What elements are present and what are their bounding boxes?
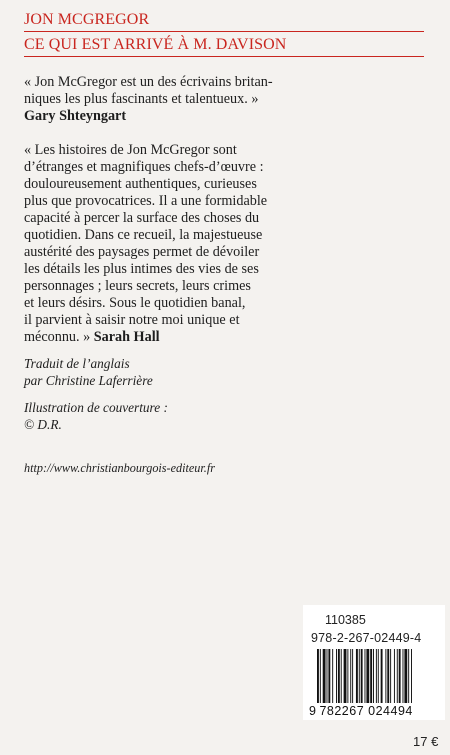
translation-credit — [24, 355, 153, 389]
author-name: JON MCGREGOR — [24, 10, 424, 32]
translation-line-1: Traduit de l’anglais — [24, 356, 130, 371]
quote-2-line-9: personnages ; leurs secrets, leurs crimes — [24, 278, 251, 294]
barcode-digits-group-1: 782267 — [319, 704, 365, 718]
quote-2-line-1: « Les histoires de Jon McGregor sont — [24, 142, 237, 158]
blurb — [24, 74, 404, 346]
quote-2-line-4: plus que provocatrices. Il a une formidable — [24, 193, 268, 209]
barcode-block — [303, 605, 445, 720]
quote-2-line-10: et leurs désirs. Sous le quotidien banal, — [24, 295, 246, 311]
internal-code: 110385 — [325, 613, 366, 627]
quote-1-line-2: niques les plus fascinants et talentueux. » — [24, 91, 259, 107]
quote-2-line-8: les détails les plus intimes des vies de ses — [24, 261, 259, 277]
quote-1-attribution: Gary Shteyngart — [24, 108, 127, 124]
barcode-icon — [309, 649, 439, 705]
quote-2-line-2: d’étranges et magnifiques chefs-d’œuvre : — [24, 159, 264, 175]
translation-line-2: par Christine Laferrière — [24, 373, 153, 388]
quote-1-line-1: « Jon McGregor est un des écrivains britan- — [24, 74, 273, 90]
barcode-digit-lead: 9 — [309, 704, 317, 718]
illustration-line-1: Illustration de couverture : — [24, 400, 168, 415]
quote-2-line-3: douloureusement authentiques, curieuses — [24, 176, 257, 192]
illustration-line-2: © D.R. — [24, 417, 62, 432]
quote-2-line-7: austérité des paysages permet de dévoiler — [24, 244, 260, 260]
quote-2-line-12 — [24, 329, 404, 346]
quote-2-attribution: Sarah Hall — [93, 329, 160, 345]
quote-2-line-5: capacité à percer la surface des choses du — [24, 210, 260, 226]
barcode-digits — [309, 704, 413, 718]
isbn-text: 978-2-267-02449-4 — [311, 631, 422, 645]
quote-2-line-6: quotidien. Dans ce recueil, la majestueuse — [24, 227, 263, 243]
illustration-credit — [24, 399, 168, 433]
quote-2-last-text: méconnu. » — [24, 329, 91, 345]
quote-2-line-11: il parvient à saisir notre moi unique et — [24, 312, 240, 328]
quote-2 — [24, 142, 404, 346]
header — [24, 10, 424, 60]
book-title: CE QUI EST ARRIVÉ À M. DAVISON — [24, 35, 424, 57]
price: 17 € — [413, 734, 439, 749]
quote-1 — [24, 74, 404, 125]
barcode-digits-group-2: 024494 — [368, 704, 413, 718]
publisher-url: http://www.christianbourgois-editeur.fr — [24, 461, 215, 475]
